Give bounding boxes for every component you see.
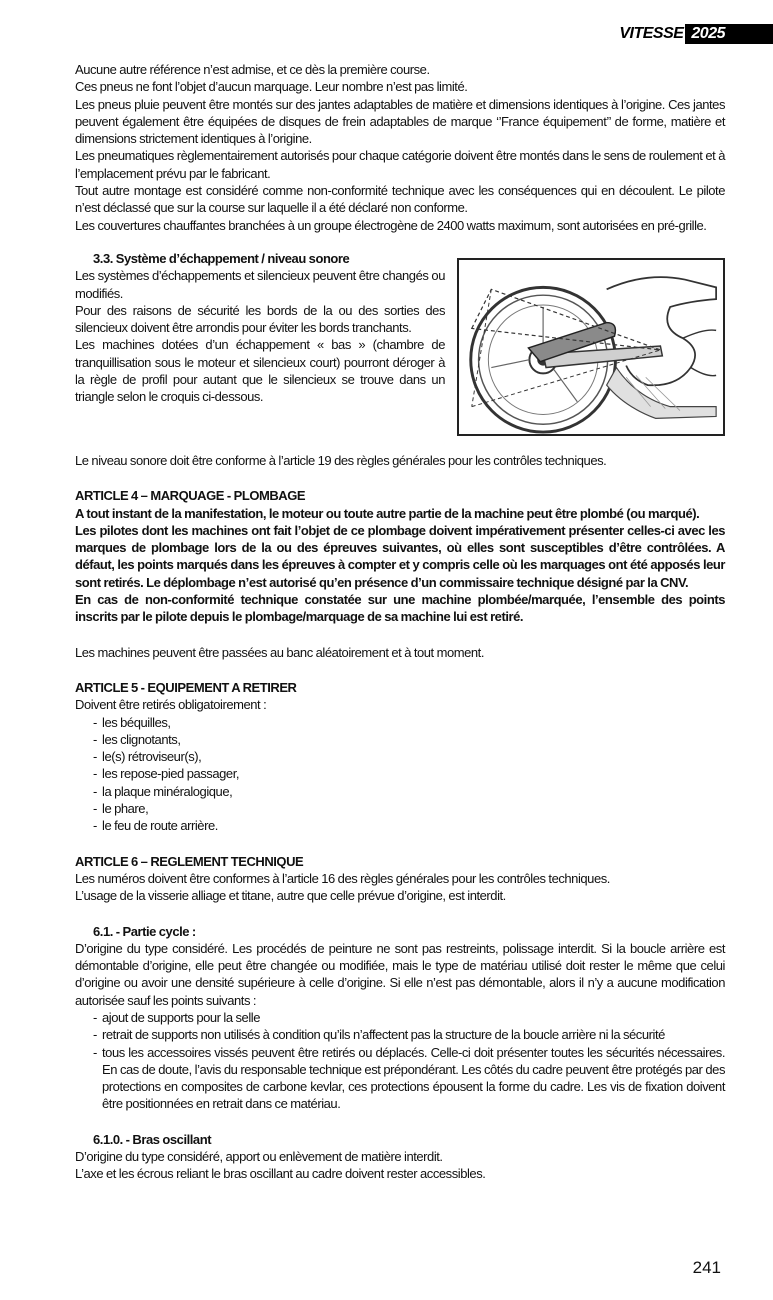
list-item: - le phare,: [93, 800, 725, 817]
section-3-3-paragraph: Pour des raisons de sécurité les bords de la ou des sorties des silencieux doivent être arrondis pour éviter les bords tranchants.: [75, 302, 445, 336]
exhaust-triangle-sketch: [457, 258, 725, 436]
section-3-3-noise-rule: Le niveau sonore doit être conforme à l’article 19 des règles générales pour les contrôles techniques.: [75, 452, 607, 468]
section-6-1-0-paragraph: L’axe et les écrous reliant le bras oscillant au cadre doivent rester accessibles.: [75, 1166, 486, 1182]
intro-paragraph: Aucune autre référence n’est admise, et ce dès la première course.: [75, 62, 430, 77]
article-4-paragraph: Les pilotes dont les machines ont fait l’objet de ce plombage doivent impérativement présenter celles-ci avec les marques de plombage lors de la ou des épreuves suivantes, où elles sont susceptibles d’être contrôlées. A défaut, les points marqués dans les épreuves à compter et y compris celle où les marquages ont été apposés leur sont retirés. Le déplombage n’est autorisé qu’en présence d’un commissaire technique désigné par la CNV.: [75, 522, 725, 590]
page-number: 241: [692, 1258, 721, 1277]
list-item: - les béquilles,: [93, 714, 725, 731]
article-6-paragraph: Les numéros doivent être conformes à l’article 16 des règles générales pour les contrôles techniques.: [75, 870, 610, 886]
intro-paragraph: Tout autre montage est considéré comme non-conformité technique avec les conséquences qui en découlent. Le pilote n’est déclassé que sur la course sur laquelle il a été déclaré non conforme.: [75, 183, 725, 216]
intro-paragraph: Ces pneus ne font l’objet d’aucun marquage. Leur nombre n’est pas limité.: [75, 79, 468, 95]
list-item: - tous les accessoires vissés peuvent être retirés ou déplacés. Celle-ci doit présenter toutes les sécurités nécessaires. En cas de doute, l’avis du responsable technique est prépondérant. Les côtés du cadre peuvent être protégés par des protections en composites de carbone kevlar, ces protections épousent la forme du cadre. Les vis de fixation doivent être positionnées en retrait dans ce matériau.: [93, 1044, 725, 1113]
section-6-1-list: [75, 1009, 725, 1113]
article-5-list: [75, 714, 725, 835]
list-item: - retrait de supports non utilisés à condition qu’ils n’affectent pas la structure de la boucle arrière ni la sécurité: [93, 1026, 725, 1043]
intro-paragraph: Les pneumatiques règlementairement autorisés pour chaque catégorie doivent être montés dans le sens de roulement et à l’emplacement prévu par le fabricant.: [75, 148, 725, 181]
intro-paragraph: Les couvertures chauffantes branchées à un groupe électrogène de 2400 watts maximum, sont autorisées en pré-grille.: [75, 217, 707, 233]
header-title: VITESSE: [619, 25, 684, 42]
section-3-3-title: 3.3. Système d’échappement / niveau sonore: [93, 250, 350, 266]
article-4-note: Les machines peuvent être passées au banc aléatoirement et à tout moment.: [75, 644, 485, 660]
header-year-badge: 2025: [685, 24, 773, 44]
article-4-paragraph: En cas de non-conformité technique constatée sur une machine plombée/marquée, l’ensemble des points inscrits par le pilote depuis le plombage/marquage de sa machine lui est retiré.: [75, 592, 725, 625]
section-3-3-paragraph: Les machines dotées d’un échappement « bas » (chambre de tranquillisation sous le moteur et silencieux court) pourront déroger à la règle de profil pour autant que le silencieux se trouve dans un triangle selon le croquis ci-dessous.: [75, 337, 445, 405]
article-6-title: ARTICLE 6 – REGLEMENT TECHNIQUE: [75, 853, 304, 869]
section-6-1-paragraph: D’origine du type considéré. Les procédés de peinture ne sont pas restreints, polissage interdit. Si la boucle arrière est démontable d’origine, elle peut être changée ou modifiée, mais le type de matériau utilisé doit rester le même que celui d’origine ou avoir une densité supérieure à celle d’origine. Si elle n’est pas démontable, alors il n’y a aucune modification autorisée sauf les points suivants :: [75, 940, 725, 1008]
list-item: - la plaque minéralogique,: [93, 783, 725, 800]
article-5-intro: Doivent être retirés obligatoirement :: [75, 697, 267, 713]
article-4-title: ARTICLE 4 – MARQUAGE - PLOMBAGE: [75, 488, 306, 504]
article-6-paragraph: L’usage de la visserie alliage et titane, autre que celle prévue d’origine, est interdit.: [75, 888, 506, 904]
running-header: [619, 24, 773, 44]
section-6-1-title: 6.1. - Partie cycle :: [93, 923, 196, 939]
article-5-title: ARTICLE 5 - EQUIPEMENT A RETIRER: [75, 679, 297, 695]
page-body: [75, 61, 725, 1183]
list-item: - le(s) rétroviseur(s),: [93, 748, 725, 765]
list-item: - le feu de route arrière.: [93, 817, 725, 834]
motorcycle-rear-wheel-diagram: [459, 260, 723, 434]
list-item: - les clignotants,: [93, 731, 725, 748]
section-3-3-paragraph: Les systèmes d’échappements et silencieux peuvent être changés ou modifiés.: [75, 268, 445, 301]
article-4-paragraph: A tout instant de la manifestation, le moteur ou toute autre partie de la machine peut être plombé (ou marqué).: [75, 505, 700, 521]
intro-paragraph: Les pneus pluie peuvent être montés sur des jantes adaptables de matière et dimensions identiques à l’origine. Ces jantes peuvent également être équipées de disques de frein adaptables de marque ‘’France équipement’’ de forme, matière et dimensions strictement identiques à l’origine.: [75, 96, 725, 147]
section-6-1-0-paragraph: D’origine du type considéré, apport ou enlèvement de matière interdit.: [75, 1149, 443, 1165]
list-item: - les repose-pied passager,: [93, 765, 725, 782]
section-6-1-0-title: 6.1.0. - Bras oscillant: [93, 1131, 212, 1147]
list-item: - ajout de supports pour la selle: [93, 1009, 725, 1026]
section-3-3: [75, 250, 725, 436]
